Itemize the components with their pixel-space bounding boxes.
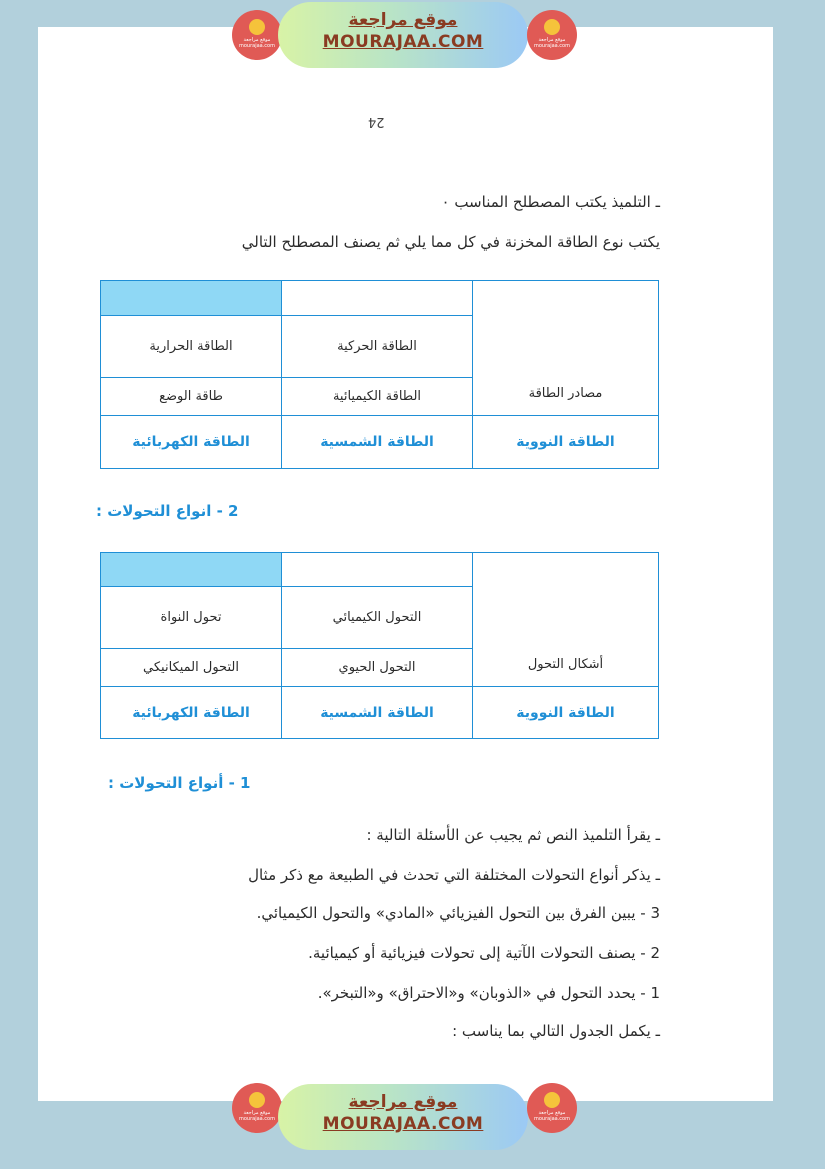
watermark-arabic[interactable]: موقع مراجعة <box>348 10 458 30</box>
table-row-label: مصادر الطاقة <box>473 281 659 416</box>
watermark-badge-left-bottom <box>232 1083 282 1133</box>
watermark-banner-bottom[interactable] <box>278 1084 528 1150</box>
body-line-6: ـ يكمل الجدول التالي بما يناسب : <box>452 1022 660 1040</box>
watermark-badge-text: موقع مراجعة mourajaa.com <box>533 37 570 49</box>
table-row-label: أشكال التحول <box>473 553 659 687</box>
watermark-latin[interactable]: MOURAJAA.COM <box>322 32 484 52</box>
watermark-badge-text: موقع مراجعة mourajaa.com <box>238 1110 275 1122</box>
table-cell: الطاقة الكيميائية <box>282 378 473 416</box>
watermark-latin[interactable]: MOURAJAA.COM <box>322 1114 484 1134</box>
table-cell: التحول الميكانيكي <box>101 649 282 687</box>
intro-line-2: يكتب نوع الطاقة المخزنة في كل مما يلي ثم يصنف المصطلح التالي <box>241 233 660 251</box>
energy-table <box>100 280 659 469</box>
intro-line-1: ـ التلميذ يكتب المصطلح المناسب ٠ <box>441 193 660 211</box>
body-line-2: ـ يذكر أنواع التحولات المختلفة التي تحدث في الطبيعة مع ذكر مثال <box>248 866 660 884</box>
table-cell: الطاقة الشمسية <box>282 416 473 469</box>
section-heading-1: 1 - أنواع التحولات : <box>108 774 251 792</box>
table-cell: الطاقة الحرارية <box>101 316 282 378</box>
transformation-table <box>100 552 659 739</box>
table-cell <box>101 281 282 316</box>
body-line-4: 2 - يصنف التحولات الآتية إلى تحولات فيزيائية أو كيميائية. <box>308 944 660 962</box>
watermark-logo-icon <box>249 1092 265 1108</box>
watermark-badge-left-top <box>232 10 282 60</box>
table-cell: الطاقة النووية <box>473 416 659 469</box>
page-number: 24 <box>368 114 385 129</box>
table-cell: التحول الحيوي <box>282 649 473 687</box>
body-line-1: ـ يقرأ التلميذ النص ثم يجيب عن الأسئلة التالية : <box>366 826 660 844</box>
table-cell <box>282 553 473 587</box>
watermark-banner-top[interactable] <box>278 2 528 68</box>
table-cell: تحول النواة <box>101 587 282 649</box>
section-heading-2: 2 - انواع التحولات : <box>96 502 239 520</box>
table-cell: الطاقة الشمسية <box>282 687 473 739</box>
watermark-badge-right-bottom <box>527 1083 577 1133</box>
table-cell: التحول الكيميائي <box>282 587 473 649</box>
watermark-badge-text: موقع مراجعة mourajaa.com <box>238 37 275 49</box>
watermark-badge-right-top <box>527 10 577 60</box>
body-line-5: 1 - يحدد التحول في «الذوبان» و«الاحتراق» و«التبخر». <box>317 984 660 1002</box>
table-cell: الطاقة الكهربائية <box>101 416 282 469</box>
watermark-logo-icon <box>544 1092 560 1108</box>
table-cell: طاقة الوضع <box>101 378 282 416</box>
table-cell: الطاقة الكهربائية <box>101 687 282 739</box>
table-cell <box>101 553 282 587</box>
watermark-arabic[interactable]: موقع مراجعة <box>348 1092 458 1112</box>
watermark-badge-text: موقع مراجعة mourajaa.com <box>533 1110 570 1122</box>
table-cell: الطاقة الحركية <box>282 316 473 378</box>
watermark-logo-icon <box>249 19 265 35</box>
table-cell <box>282 281 473 316</box>
body-line-3: 3 - يبين الفرق بين التحول الفيزيائي «المادي» والتحول الكيميائي. <box>256 904 660 922</box>
watermark-logo-icon <box>544 19 560 35</box>
table-cell: الطاقة النووية <box>473 687 659 739</box>
